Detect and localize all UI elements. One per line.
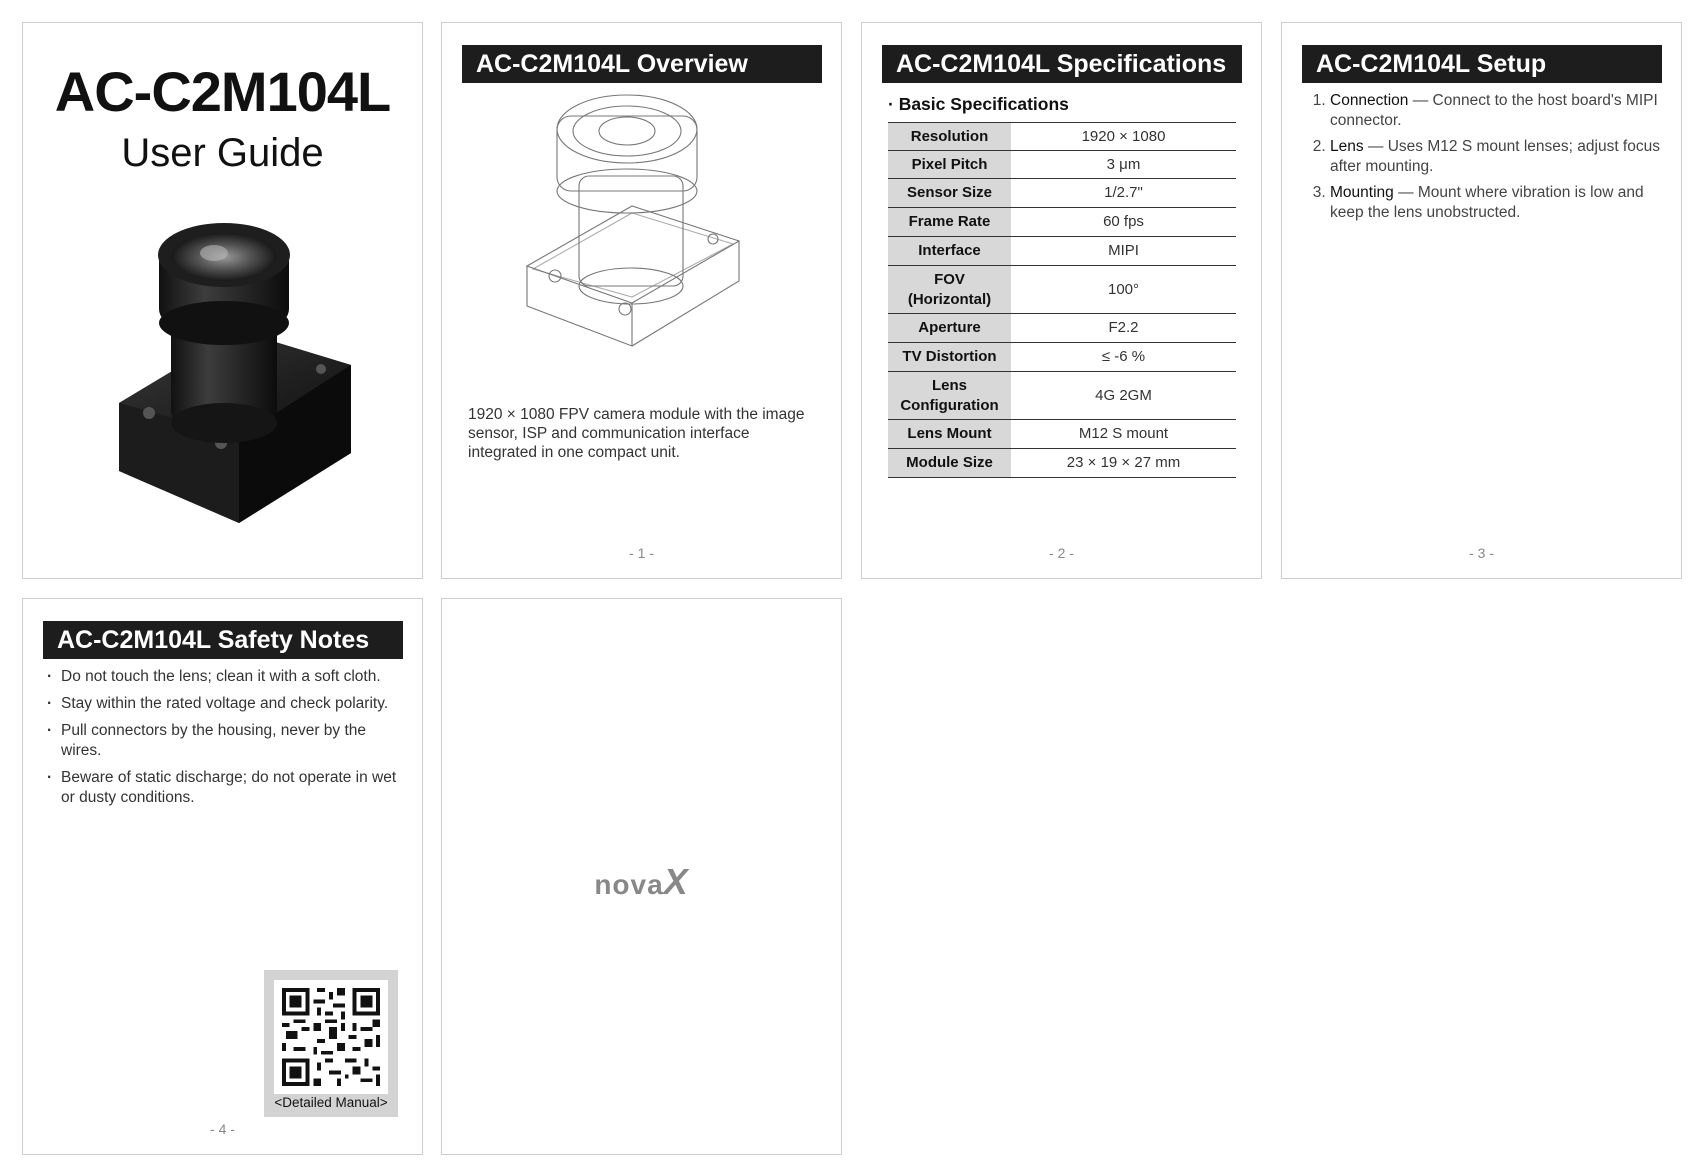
spec-label: Module Size [888,449,1011,478]
spec-value: 4G 2GM [1011,372,1236,420]
cover-page [22,22,423,579]
brand-logo [442,861,841,903]
safety-notes [45,667,400,815]
spec-value: 1/2.7" [1011,179,1236,208]
table-row [888,343,1236,372]
spec-label: Lens Mount [888,420,1011,449]
table-row [888,449,1236,478]
spec-value: M12 S mount [1011,420,1236,449]
table-row [888,123,1236,151]
list-item [1330,91,1680,131]
table-row [888,314,1236,343]
cover-title: AC-C2M104L [54,60,391,123]
step-text: — Connect to the host board's MIPI connector. [1330,92,1658,129]
list-item: · Pull connectors by the housing, never by the wires. [45,721,400,761]
page-number: - 2 - [1049,545,1074,561]
setup-header: AC-C2M104L Setup [1302,45,1662,83]
overview-page [441,22,842,579]
spec-value: 3 μm [1011,151,1236,179]
spec-label: FOV (Horizontal) [888,266,1011,314]
spec-value: 60 fps [1011,208,1236,237]
table-row [888,179,1236,208]
specs-header: AC-C2M104L Specifications [882,45,1242,83]
setup-page [1281,22,1682,579]
list-item: · Stay within the rated voltage and check polarity. [45,694,400,714]
table-row [888,208,1236,237]
step-text: — Uses M12 S mount lenses; adjust focus after mounting. [1330,138,1660,175]
spec-label: TV Distortion [888,343,1011,372]
logo-text: nova [594,869,664,900]
table-row [888,237,1236,266]
camera-photo [89,213,359,553]
qr-caption: <Detailed Manual> [274,1095,388,1110]
overview-description: 1920 × 1080 FPV camera module with the image sensor, ISP and communication interface integrated in one compact unit. [468,406,805,461]
camera-sketch [517,91,767,386]
spec-section-title: · Basic Specifications [888,94,1069,114]
spec-label: Resolution [888,123,1011,151]
spec-label: Pixel Pitch [888,151,1011,179]
safety-page [22,598,423,1155]
step-term: Connection [1330,92,1409,109]
step-term: Lens [1330,138,1364,155]
spec-label: Lens Configuration [888,372,1011,420]
cover-subtitle: User Guide [121,131,324,175]
overview-header: AC-C2M104L Overview [462,45,822,83]
spec-label: Interface [888,237,1011,266]
spec-value: ≤ -6 % [1011,343,1236,372]
qr-code-icon [274,980,388,1094]
list-item: · Do not touch the lens; clean it with a soft cloth. [45,667,400,687]
logo-mark: X [663,861,689,902]
spec-label: Frame Rate [888,208,1011,237]
spec-value: F2.2 [1011,314,1236,343]
setup-steps [1312,91,1680,229]
spec-value: MIPI [1011,237,1236,266]
list-item [1330,183,1680,223]
spec-label: Sensor Size [888,179,1011,208]
step-term: Mounting [1330,184,1394,201]
page-number: - 1 - [629,545,654,561]
safety-header: AC-C2M104L Safety Notes [43,621,403,659]
list-item [1330,137,1680,177]
spec-label: Aperture [888,314,1011,343]
spec-value: 100° [1011,266,1236,314]
table-row [888,266,1236,314]
page-number: - 3 - [1469,545,1494,561]
spec-value: 23 × 19 × 27 mm [1011,449,1236,478]
table-row [888,372,1236,420]
spec-table [888,122,1236,478]
step-text: — Mount where vibration is low and keep the lens unobstructed. [1330,184,1644,221]
table-row [888,420,1236,449]
page-number: - 4 - [210,1121,235,1137]
table-row [888,151,1236,179]
back-cover-page [441,598,842,1155]
spec-value: 1920 × 1080 [1011,123,1236,151]
specs-page [861,22,1262,579]
list-item: · Beware of static discharge; do not operate in wet or dusty conditions. [45,768,400,808]
qr-code-box[interactable] [264,970,398,1117]
